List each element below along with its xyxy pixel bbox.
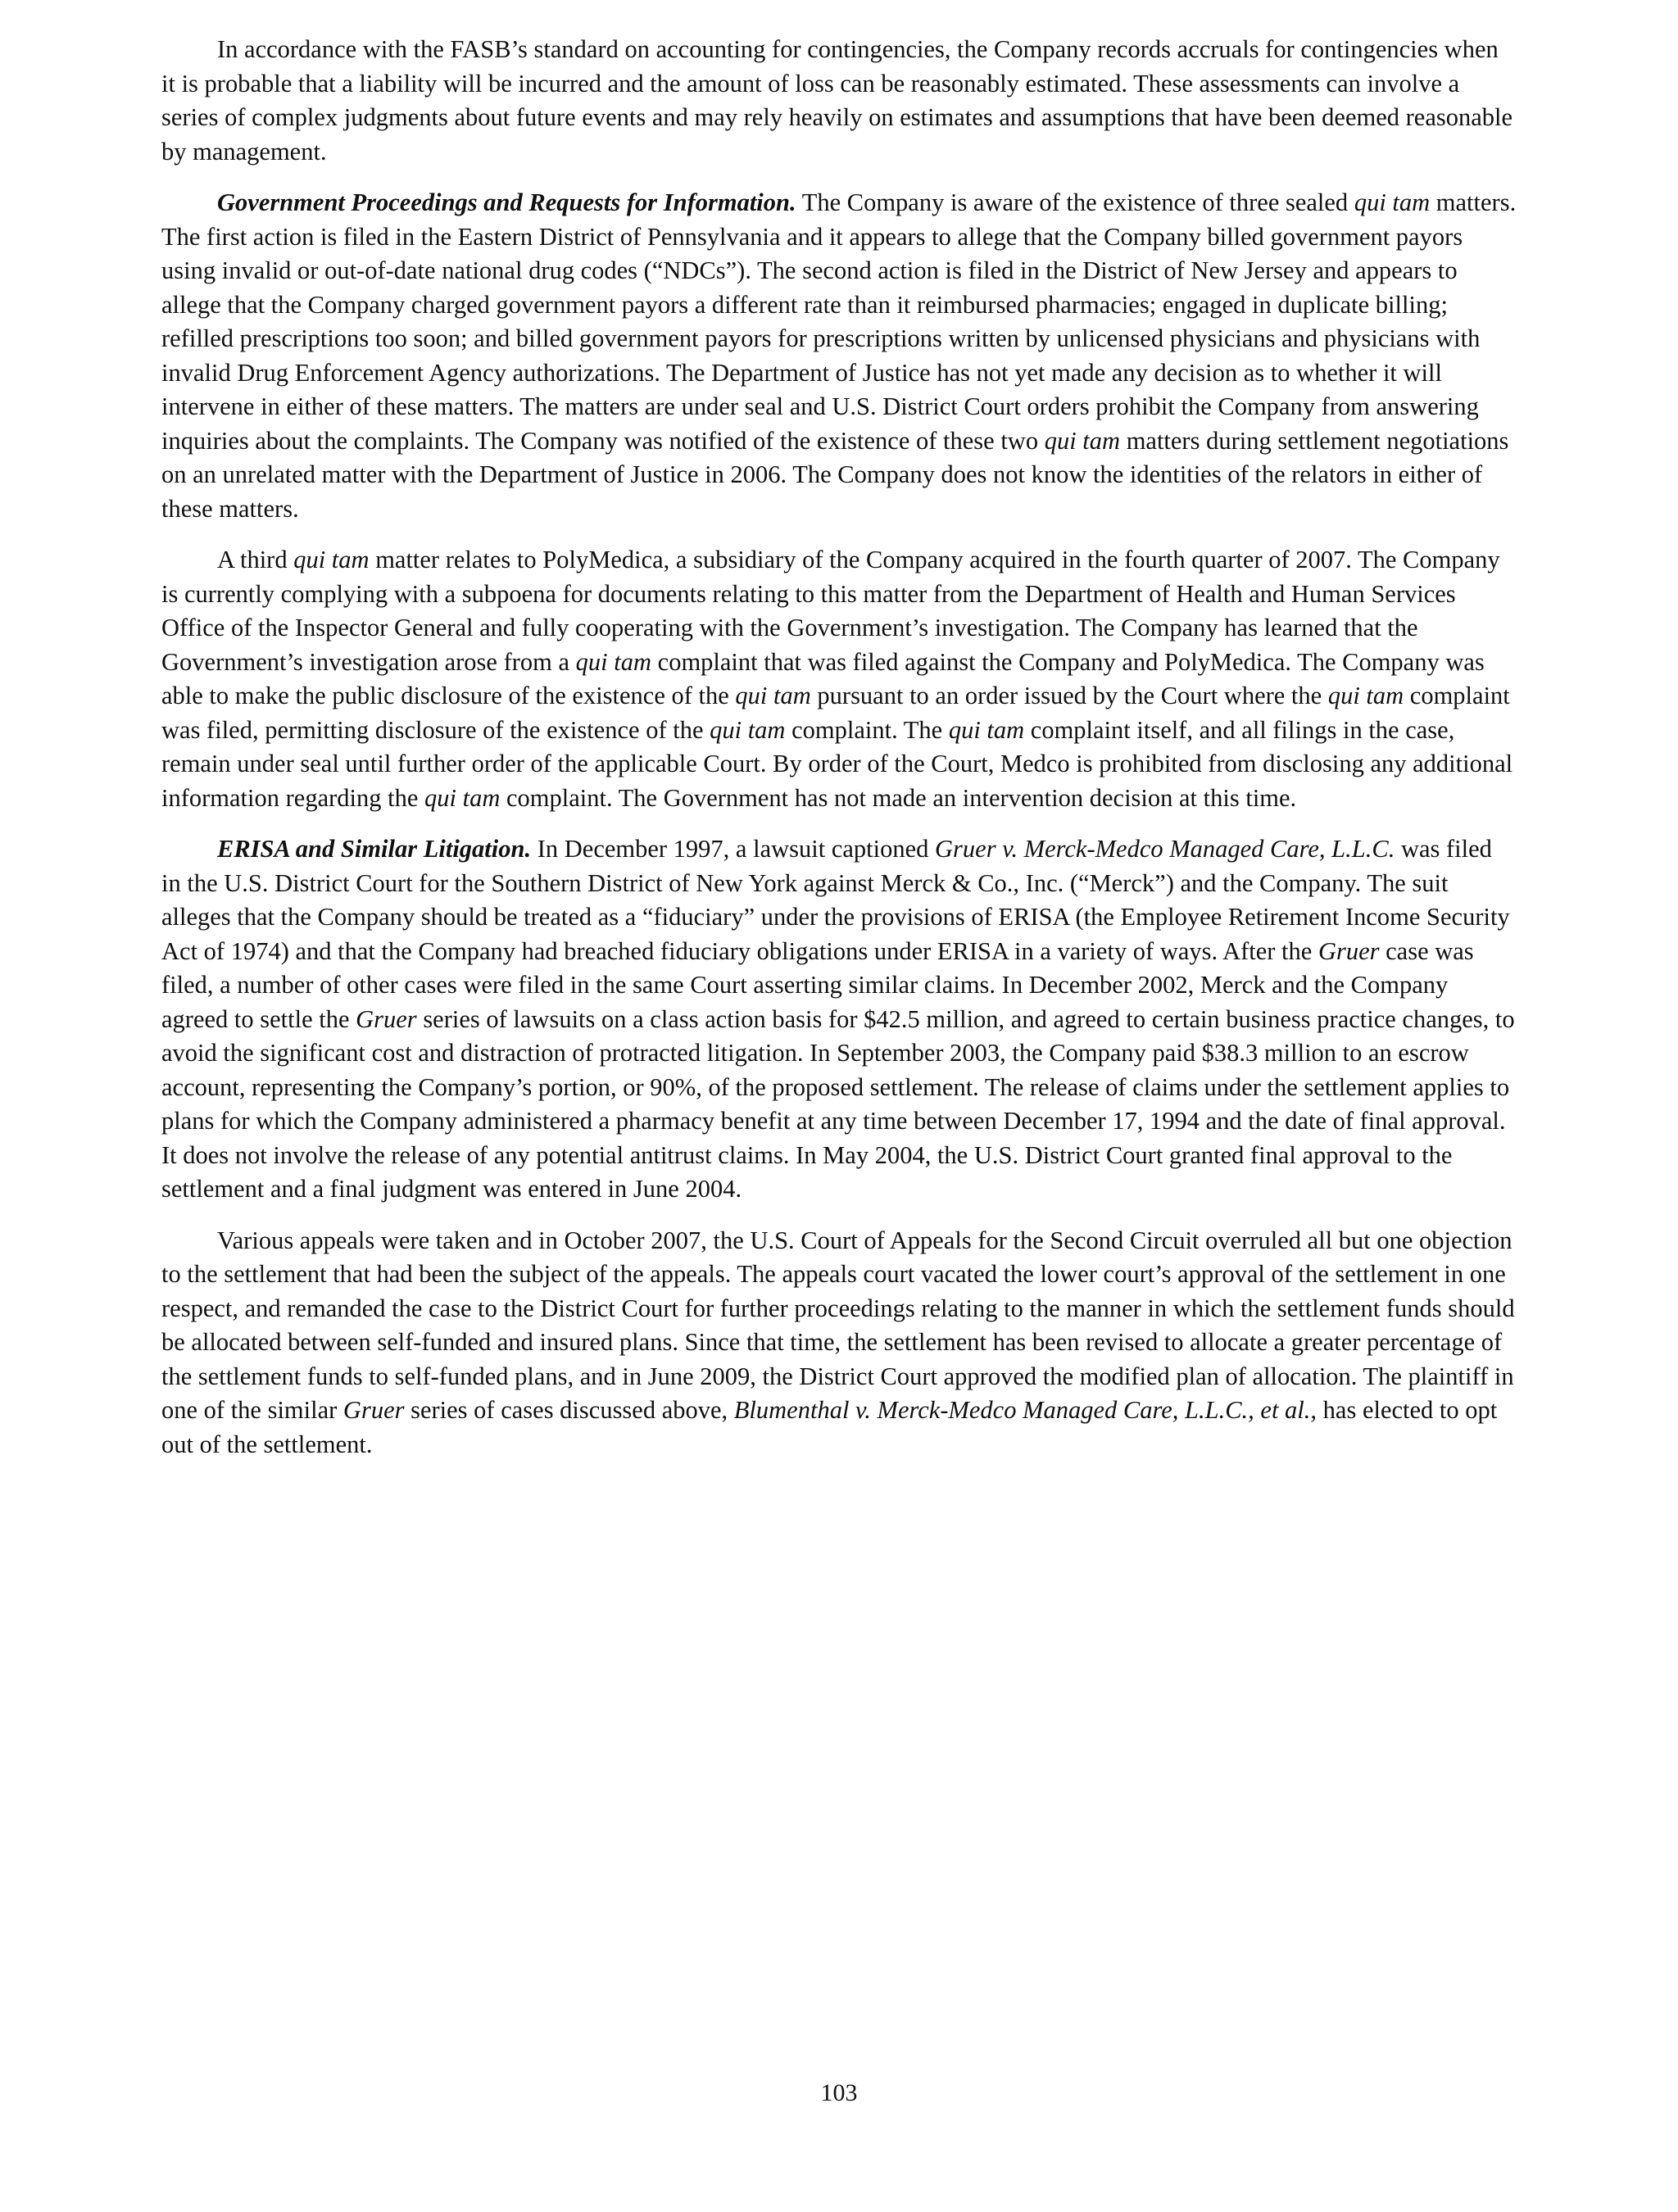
text-run: complaint itself, and all filings in the case, remain under seal until further order of the applicable Court. By order of the Court, Medco is prohibited from disclosing any additional information regarding the (161, 715, 1513, 812)
italic-text: qui tam (948, 715, 1025, 744)
text-run: has elected to opt out of the settlement. (161, 1396, 1498, 1458)
italic-text: qui tam (1044, 426, 1121, 455)
paragraph (161, 33, 1517, 169)
paragraph (161, 832, 1517, 1207)
text-run: Various appeals were taken and in October 2007, the U.S. Court of Appeals for the Second Circuit overruled all but one objection to the settlement that had been the subject of the appeals. The appeals court vacated the lower court’s approval of the settlement in one respect, and remanded the case to the District Court for further proceedings relating to the manner in which the settlement funds should be allocated between self-funded and insured plans. Since that time, the settlement has been revised to allocate a greater percentage of the settlement funds to self-funded plans, and in June 2009, the District Court approved the modified plan of allocation. The plaintiff in one of the similar (161, 1226, 1515, 1424)
text-run: was filed in the U.S. District Court for the Southern District of New York against Merck & Co., Inc. (“Merck”) and the Company. The suit alleges that the Company should be treated as a “fiduciary” under the provisions of ERISA (the Employee Retirement Income Security Act of 1974) and that the Company had breached fiduciary obligations under ERISA in a variety of ways. After the (161, 835, 1510, 965)
text-run: series of lawsuits on a class action basis for $42.5 million, and agreed to certain business practice changes, to avoid the significant cost and distraction of protracted litigation. In September 2003, the Company paid $38.3 million to an escrow account, representing the Company’s portion, or 90%, of the proposed settlement. The release of claims under the settlement applies to plans for which the Company administered a pharmacy benefit at any time between December 17, 1994 and the date of final approval. It does not involve the release of any potential antitrust claims. In May 2004, the U.S. District Court granted final approval to the settlement and a final judgment was entered in June 2004. (161, 1004, 1515, 1203)
italic-text: qui tam (710, 715, 786, 744)
italic-text: qui tam (1327, 682, 1404, 709)
italic-text: Gruer (342, 1396, 405, 1424)
italic-text: qui tam (735, 682, 811, 709)
italic-text: Blumenthal v. Merck-Medco Managed Care, L.L.C., et al., (733, 1396, 1317, 1424)
paragraph (161, 186, 1517, 526)
italic-text: Gruer (1317, 936, 1380, 965)
italic-text: qui tam (1354, 188, 1431, 216)
text-run: In accordance with the FASB’s standard on accounting for contingencies, the Company records accruals for contingencies when it is probable that a liability will be incurred and the amount of loss can be reasonably estimated. These assessments can involve a series of complex judgments about future events and may rely heavily on estimates and assumptions that have been deemed reasonable by management. (161, 35, 1513, 165)
text-run: series of cases discussed above, (404, 1396, 734, 1424)
text-run: complaint. The Government has not made an intervention decision at this time. (500, 783, 1297, 812)
text-run: complaint was filed, permitting disclosure of the existence of the (161, 682, 1510, 744)
text-run: complaint that was filed against the Company and PolyMedica. The Company was able to make the public disclosure of the existence of the (161, 647, 1485, 709)
page-number: 103 (820, 2079, 858, 2106)
text-run: pursuant to an order issued by the Court where the (810, 682, 1328, 709)
paragraph (161, 1224, 1517, 1462)
text-run: complaint. The (785, 715, 949, 744)
italic-text: Gruer v. Merck-Medco Managed Care, L.L.C. (935, 835, 1395, 863)
text-run: matters. The first action is filed in the Eastern District of Pennsylvania and it appears to allege that the Company billed government payors using invalid or out-of-date national drug codes (“NDCs”). The second action is filed in the District of New Jersey and appears to allege that the Company charged government payors a different rate than it reimbursed pharmacies; engaged in duplicate billing; refilled prescriptions too soon; and billed government payors for prescriptions written by unlicensed physicians and physicians with invalid Drug Enforcement Agency authorizations. The Department of Justice has not yet made any decision as to whether it will intervene in either of these matters. The matters are under seal and U.S. District Court orders prohibit the Company from answering inquiries about the complaints. The Company was notified of the existence of these two (161, 188, 1517, 455)
text-run: A third (217, 546, 294, 573)
text-run: matter relates to PolyMedica, a subsidiary of the Company acquired in the fourth quarter of 2007. The Company is currently complying with a subpoena for documents relating to this matter from the Department of Health and Human Services Office of the Inspector General and fully cooperating with the Government’s investigation. The Company has learned that the Government’s investigation arose from a (161, 546, 1500, 676)
section-heading: ERISA and Similar Litigation. (217, 835, 532, 863)
italic-text: qui tam (293, 546, 370, 573)
italic-text: qui tam (424, 783, 501, 812)
paragraph (161, 543, 1517, 815)
section-heading: Government Proceedings and Requests for Information. (217, 188, 796, 216)
italic-text: Gruer (356, 1004, 417, 1033)
text-run: matters during settlement negotiations on an unrelated matter with the Department of Justice in 2006. The Company does not know the identities of the relators in either of these matters. (161, 426, 1509, 523)
text-run: The Company is aware of the existence of three sealed (796, 188, 1354, 216)
italic-text: qui tam (575, 647, 652, 676)
text-run: In December 1997, a lawsuit captioned (531, 835, 936, 863)
document-body (161, 33, 1517, 1479)
text-run: case was filed, a number of other cases were filed in the same Court asserting similar claims. In December 2002, Merck and the Company agreed to settle the (161, 936, 1474, 1033)
